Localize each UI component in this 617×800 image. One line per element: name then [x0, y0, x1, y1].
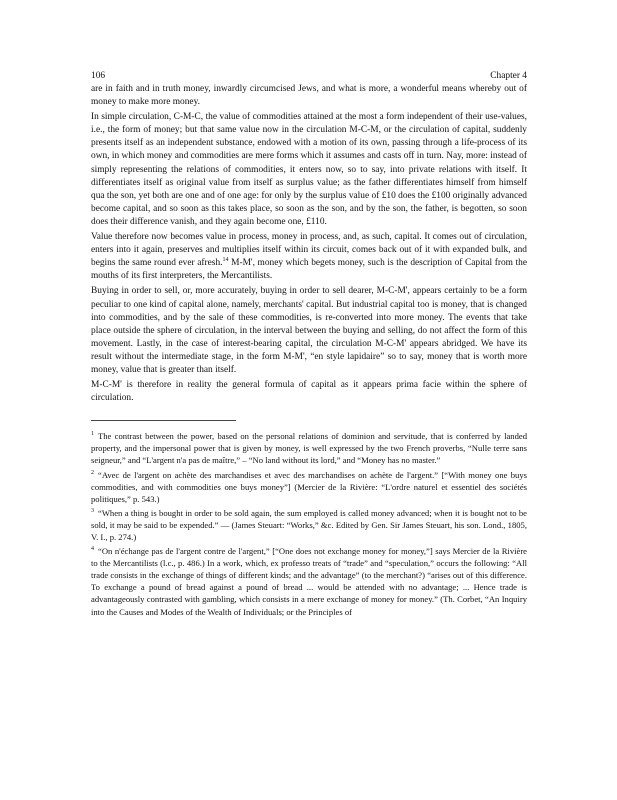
footnote-number: 3 — [91, 507, 94, 514]
footnote-text: “Avec de l'argent on achète des marchandises et avec des marchandises on achète de l'argent.” [“With money one buys commodities, and with commodities one buys money”] (Mercier de la Rivière: “L'ordre naturel et essentiel des sociétés politiques,” p. 543.) — [91, 469, 527, 504]
footnote-text: “When a thing is bought in order to be sold again, the sum employed is called money advanced; when it is bought not to be sold, it may be said to be expended.” — (James Steuart: “Works,” &c. Edited by Gen. Sir James Steuart, his son. Lond., 1805, V. I., p. 274.) — [91, 507, 527, 542]
paragraph: are in faith and in truth money, inwardly circumcised Jews, and what is more, a wonderful means whereby out of money to make more money. — [91, 84, 527, 108]
footnote-text: The contrast between the power, based on the personal relations of dominion and servitude, that is conferred by landed property, and the impersonal power that is given by money, is well expressed by the two French proverbs, “Nulle terre sans seigneur,” and “L'argent n'a pas de maître,” – “No land without its lord,” and “Money has no master.” — [91, 431, 527, 466]
footnote-text: “On n'échange pas de l'argent contre de l'argent,” [“One does not exchange money for money,”] says Mercier de la Rivière to the Mercantilists (l.c., p. 486.) In a work, which, ex professo treats of “trade” and “speculation,” occurs the following: “All trade consists in the exchange of things of different kinds; and the advantage” (to the merchant?) “arises out of this difference. To exchange a pound of bread against a pound of bread ... would be attended with no advantage; ... Hence trade is advantageously contrasted with gambling, which consists in a mere exchange of money for money.” (Th. Corbet, “An Inquiry into the Causes and Modes of the Wealth of Individuals; or the Principles of — [91, 546, 527, 617]
running-header — [91, 70, 527, 82]
paragraph — [91, 231, 527, 283]
page — [91, 70, 527, 620]
footnote-reference[interactable]: 14 — [222, 257, 229, 264]
footnote — [91, 430, 527, 466]
paragraph: In simple circulation, C-M-C, the value of commodities attained at the most a form independent of their use-values, i.e., the form of money; but that same value now in the circulation M-C-M, or the circulation of capital, suddenly presents itself as an independent substance, endowed with a motion of its own, passing through a life-process of its own, in which money and commodities are mere forms which it assumes and casts off in turn. Nay, more: instead of simply representing the relations of commodities, it enters now, so to say, into private relations with itself. It differentiates itself as original value from itself as surplus value; as the father differentiates himself from himself qua the son, yet both are one and of one age: for only by the surplus value of £10 does the £100 originally advanced become capital, and so soon as this takes place, so soon as the son, and by the son, the father, is begotten, so soon does their difference vanish, and they again become one, £110. — [91, 112, 527, 227]
footnote-divider — [91, 420, 236, 421]
footnote — [91, 469, 527, 505]
paragraph: Buying in order to sell, or, more accurately, buying in order to sell dearer, M-C-M', appears certainly to be a form peculiar to one kind of capital alone, namely, merchants' capital. But industrial capital too is money, that is changed into commodities, and by the sale of these commodities, is re-converted into more money. The events that take place outside the sphere of circulation, in the interval between the buying and selling, do not affect the form of this movement. Lastly, in the case of interest-bearing capital, the circulation M-C-M' appears abridged. We have its result without the intermediate stage, in the form M-M', “en style lapidaire” so to say, money that is worth more money, value that is greater than itself. — [91, 286, 527, 375]
page-number: 106 — [91, 71, 106, 81]
footnote-number: 4 — [91, 546, 94, 553]
paragraph-text: Value therefore now becomes value in process, money in process, and, as such, capital. It comes out of circulation, enters into it again, preserves and multiplies itself within its circuit, comes back out of it with expanded bulk, and begins the same round ever afresh. — [91, 232, 527, 269]
footnotes — [91, 430, 527, 617]
footnote — [91, 545, 527, 618]
footnote-number: 1 — [91, 431, 94, 438]
body-text — [91, 83, 527, 405]
footnote — [91, 507, 527, 543]
paragraph: M-C-M' is therefore in reality the general formula of capital as it appears prima facie within the sphere of circulation. — [91, 380, 527, 404]
footnote-number: 2 — [91, 469, 94, 476]
paragraph-text: M-M', money which begets money, such is the description of Capital from the mouths of its first interpreters, the Mercantilists. — [91, 258, 527, 282]
chapter-title: Chapter 4 — [490, 71, 527, 81]
